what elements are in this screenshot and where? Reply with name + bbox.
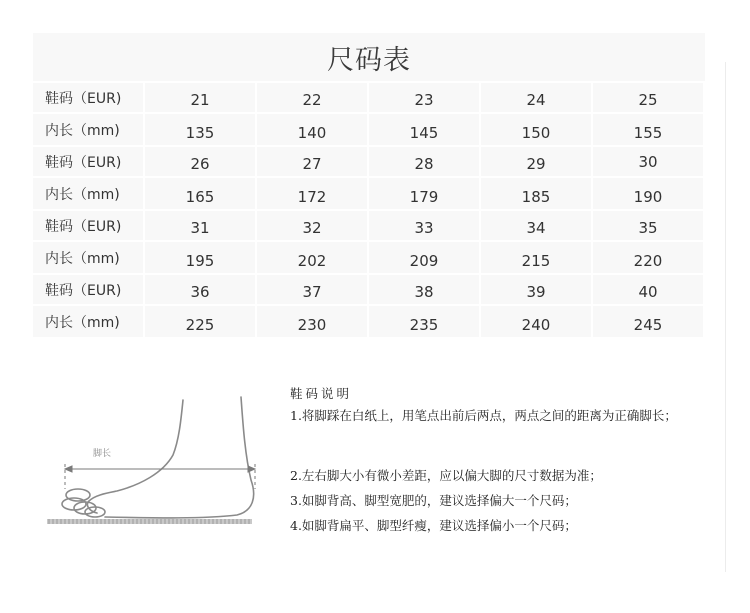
shoe-size-cell: 25 bbox=[593, 83, 705, 114]
shoe-size-cell: 28 bbox=[369, 147, 481, 178]
notes-heading: 鞋码说明 bbox=[290, 386, 353, 401]
foot-outline bbox=[62, 397, 254, 518]
right-divider-line bbox=[725, 62, 726, 572]
inner-length-cell: 220 bbox=[593, 242, 705, 275]
shoe-size-cell: 31 bbox=[145, 211, 257, 242]
shoe-size-label: 鞋码（EUR) bbox=[33, 211, 145, 242]
inner-length-cell: 202 bbox=[257, 242, 369, 275]
inner-length-cell: 235 bbox=[369, 306, 481, 339]
inner-length-cell: 140 bbox=[257, 114, 369, 147]
shoe-size-cell: 40 bbox=[593, 275, 705, 306]
inner-length-cell: 150 bbox=[481, 114, 593, 147]
note-item-3: 3.如脚背高、脚型宽肥的，建议选择偏大一个尺码； bbox=[290, 493, 577, 508]
inner-length-cell: 145 bbox=[369, 114, 481, 147]
ground-ruler bbox=[47, 519, 252, 524]
shoe-size-cell: 22 bbox=[257, 83, 369, 114]
shoe-size-cell: 36 bbox=[145, 275, 257, 306]
shoe-size-cell: 23 bbox=[369, 83, 481, 114]
inner-length-label: 内长（mm) bbox=[33, 114, 145, 147]
shoe-size-cell: 27 bbox=[257, 147, 369, 178]
inner-length-cell: 172 bbox=[257, 178, 369, 211]
shoe-size-row bbox=[33, 211, 705, 242]
inner-length-cell: 185 bbox=[481, 178, 593, 211]
shoe-size-row bbox=[33, 147, 705, 178]
inner-length-row bbox=[33, 178, 705, 211]
shoe-size-cell: 33 bbox=[369, 211, 481, 242]
shoe-size-cell: 26 bbox=[145, 147, 257, 178]
foot-length-arrow bbox=[65, 464, 255, 489]
inner-length-cell: 165 bbox=[145, 178, 257, 211]
inner-length-cell: 135 bbox=[145, 114, 257, 147]
shoe-size-row bbox=[33, 83, 705, 114]
shoe-size-cell: 37 bbox=[257, 275, 369, 306]
shoe-size-cell: 35 bbox=[593, 211, 705, 242]
shoe-size-label: 鞋码（EUR) bbox=[33, 275, 145, 306]
inner-length-label: 内长（mm) bbox=[33, 178, 145, 211]
shoe-size-cell: 39 bbox=[481, 275, 593, 306]
shoe-size-cell: 29 bbox=[481, 147, 593, 178]
shoe-size-cell: 38 bbox=[369, 275, 481, 306]
shoe-size-row bbox=[33, 275, 705, 306]
inner-length-cell: 230 bbox=[257, 306, 369, 339]
inner-length-cell: 240 bbox=[481, 306, 593, 339]
shoe-size-cell: 30 bbox=[593, 147, 705, 178]
inner-length-label: 内长（mm) bbox=[33, 306, 145, 339]
shoe-size-cell: 32 bbox=[257, 211, 369, 242]
inner-length-row bbox=[33, 242, 705, 275]
foot-measure-illustration bbox=[45, 385, 265, 535]
size-chart-title: 尺码表 bbox=[33, 33, 705, 83]
inner-length-label: 内长（mm) bbox=[33, 242, 145, 275]
inner-length-cell: 155 bbox=[593, 114, 705, 147]
foot-length-label: 脚长 bbox=[93, 449, 112, 459]
inner-length-row bbox=[33, 306, 705, 339]
shoe-size-cell: 34 bbox=[481, 211, 593, 242]
shoe-size-cell: 24 bbox=[481, 83, 593, 114]
inner-length-cell: 245 bbox=[593, 306, 705, 339]
size-chart-table bbox=[33, 33, 705, 339]
shoe-size-cell: 21 bbox=[145, 83, 257, 114]
note-item-4: 4.如脚背扁平、脚型纤瘦，建议选择偏小一个尺码； bbox=[290, 518, 577, 533]
inner-length-cell: 225 bbox=[145, 306, 257, 339]
size-chart-title-row bbox=[33, 33, 705, 83]
inner-length-cell: 190 bbox=[593, 178, 705, 211]
note-item-1: 1.将脚踩在白纸上，用笔点出前后两点，两点之间的距离为正确脚长； bbox=[290, 408, 677, 423]
inner-length-cell: 179 bbox=[369, 178, 481, 211]
shoe-size-label: 鞋码（EUR) bbox=[33, 83, 145, 114]
inner-length-row bbox=[33, 114, 705, 147]
inner-length-cell: 195 bbox=[145, 242, 257, 275]
inner-length-cell: 215 bbox=[481, 242, 593, 275]
shoe-size-label: 鞋码（EUR) bbox=[33, 147, 145, 178]
inner-length-cell: 209 bbox=[369, 242, 481, 275]
note-item-2: 2.左右脚大小有微小差距，应以偏大脚的尺寸数据为准； bbox=[290, 468, 602, 483]
